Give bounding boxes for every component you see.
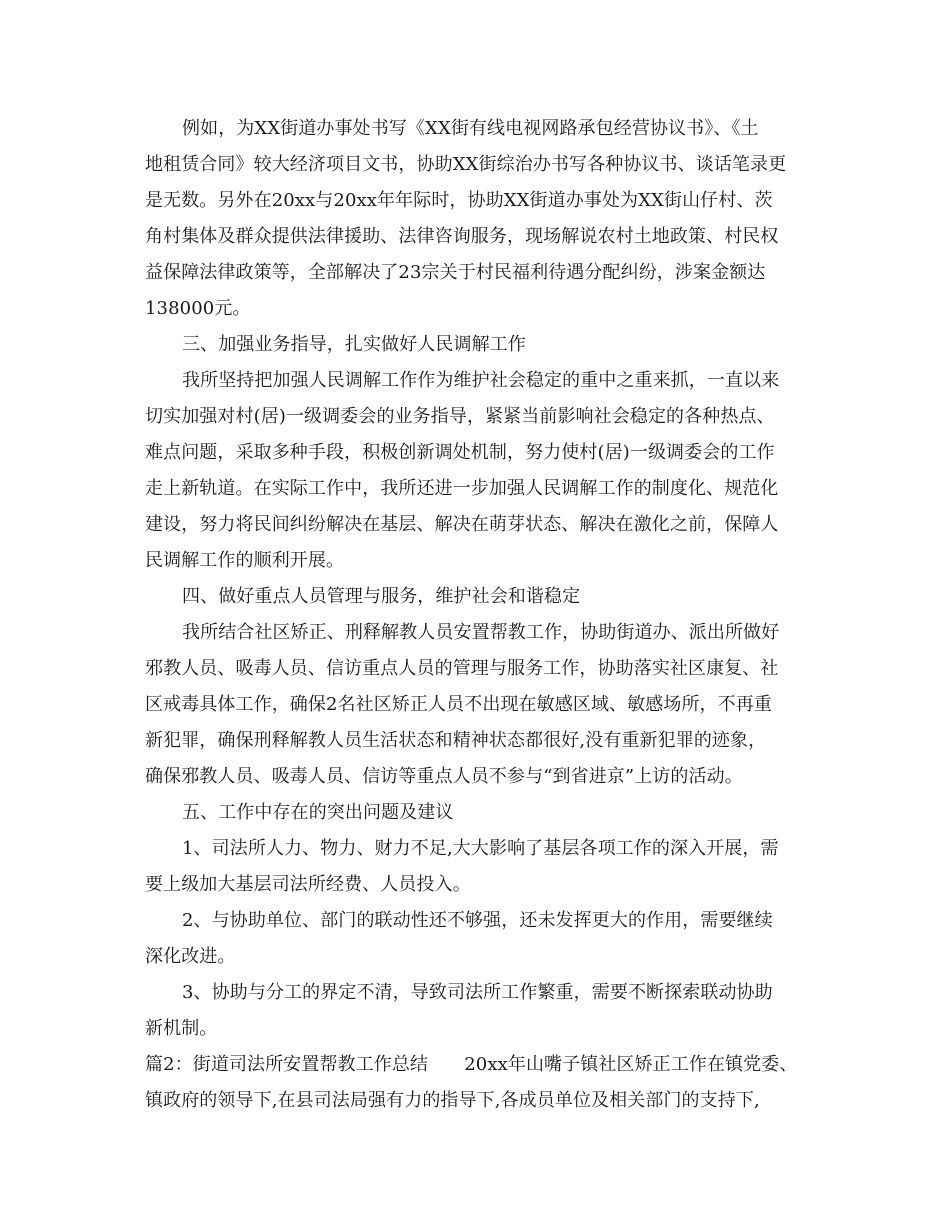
paragraph-line: 切实加强对村(居)一级调委会的业务指导，紧紧当前影响社会稳定的各种热点、 xyxy=(145,406,775,427)
paragraph-line: 走上新轨道。在实际工作中，我所还进一步加强人民调解工作的制度化、规范化 xyxy=(145,478,779,499)
paragraph-line: 我所结合社区矫正、刑释解教人员安置帮教工作，协助街道办、派出所做好 xyxy=(182,622,780,643)
paragraph-line: 邪教人员、吸毒人员、信访重点人员的管理与服务工作，协助落实社区康复、社 xyxy=(145,658,779,679)
paragraph-line: 例如，为XX街道办事处书写《XX街有线电视网路承包经营协议书》、《土 xyxy=(182,118,759,139)
paragraph-line: 2、与协助单位、部门的联动性还不够强，还未发挥更大的作用，需要继续 xyxy=(182,910,773,931)
paragraph-line: 要上级加大基层司法所经费、人员投入。 xyxy=(145,874,471,895)
section-heading: 四、做好重点人员管理与服务，维护社会和谐稳定 xyxy=(182,586,581,607)
paragraph-line: 新机制。 xyxy=(145,1018,218,1039)
paragraph-line: 3、协助与分工的界定不清，导致司法所工作繁重，需要不断探索联动协助 xyxy=(182,982,773,1003)
paragraph-line: 确保邪教人员、吸毒人员、信访等重点人员不参与“到省进京”上访的活动。 xyxy=(145,766,743,787)
paragraph-line: 镇政府的领导下,在县司法局强有力的指导下,各成员单位及相关部门的支持下, xyxy=(145,1090,760,1111)
paragraph-line: 地租赁合同》较大经济项目文书，协助XX街综治办书写各种协议书、谈话笔录更 xyxy=(145,154,787,175)
paragraph-line: 138000元。 xyxy=(145,298,251,319)
paragraph-line: 区戒毒具体工作，确保2名社区矫正人员不出现在敏感区域、敏感场所，不再重 xyxy=(145,694,772,715)
paragraph-line: 建设，努力将民间纠纷解决在基层、解决在萌芽状态、解决在激化之前，保障人 xyxy=(145,514,779,535)
section-heading: 三、加强业务指导，扎实做好人民调解工作 xyxy=(182,334,526,355)
paragraph-line: 新犯罪，确保刑释解教人员生活状态和精神状态都很好,没有重新犯罪的迹象， xyxy=(145,730,767,751)
paragraph-line: 我所坚持把加强人民调解工作作为维护社会稳定的重中之重来抓，一直以来 xyxy=(182,370,780,391)
paragraph-line: 民调解工作的顺利开展。 xyxy=(145,550,345,571)
section-heading: 篇2：街道司法所安置帮教工作总结 20xx年山嘴子镇社区矫正工作在镇党委、 xyxy=(145,1054,798,1075)
paragraph-line: 难点问题，采取多种手段，积极创新调处机制，努力使村(居)一级调委会的工作 xyxy=(145,442,775,463)
section-heading: 五、工作中存在的突出问题及建议 xyxy=(182,802,454,823)
paragraph-line: 深化改进。 xyxy=(145,946,236,967)
paragraph-line: 是无数。另外在20xx与20xx年年际时，协助XX街道办事处为XX街山仔村、茨 xyxy=(145,190,773,211)
paragraph-line: 角村集体及群众提供法律援助、法律咨询服务，现场解说农村土地政策、村民权 xyxy=(145,226,779,247)
paragraph-line: 1、司法所人力、物力、财力不足,大大影响了基层各项工作的深入开展，需 xyxy=(182,838,779,859)
paragraph-line: 益保障法律政策等，全部解决了23宗关于村民福利待遇分配纠纷，涉案金额达 xyxy=(145,262,766,283)
